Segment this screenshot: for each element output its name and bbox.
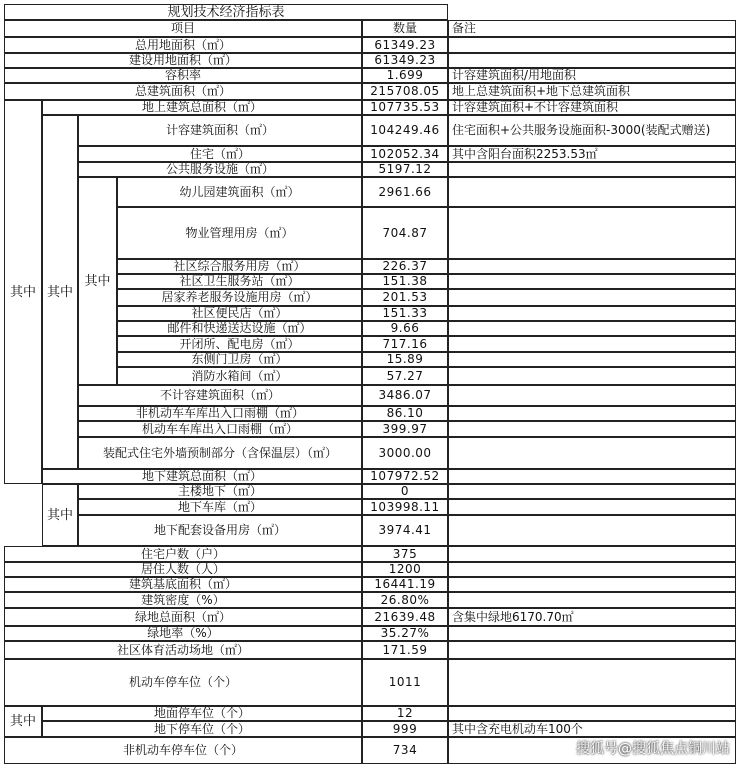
row-qty: 215708.05	[362, 83, 448, 100]
row-qty: 375	[362, 546, 448, 562]
row-item: 建筑基底面积（㎡）	[4, 577, 362, 592]
row-item: 社区体育活动场地（㎡）	[4, 641, 362, 659]
row-qty: 717.16	[362, 336, 448, 352]
row-item: 居家养老服务设施用房（㎡）	[117, 289, 362, 306]
row-qty: 3000.00	[362, 437, 448, 469]
row-item: 机动车停车位（个）	[4, 659, 362, 706]
row-qty: 15.89	[362, 352, 448, 367]
row-qty: 16441.19	[362, 577, 448, 592]
row-qty: 5197.12	[362, 162, 448, 177]
row-note: 含集中绿地6170.70㎡	[448, 608, 736, 626]
row-qty: 151.38	[362, 274, 448, 289]
header-qty: 数量	[362, 20, 448, 37]
row-item: 地面停车位（个）	[42, 706, 362, 721]
row-item: 东侧门卫房（㎡）	[117, 352, 362, 367]
row-item: 非机动车车库出入口雨棚（㎡）	[78, 406, 362, 421]
row-item: 公共服务设施（㎡）	[78, 162, 362, 177]
row-note	[448, 469, 736, 484]
row-note	[448, 385, 736, 406]
row-note	[448, 641, 736, 659]
row-note	[448, 259, 736, 274]
row-note	[448, 274, 736, 289]
row-item: 计容建筑面积（㎡）	[78, 115, 362, 146]
row-note	[448, 321, 736, 336]
row-qty: 61349.23	[362, 53, 448, 68]
row-qty: 1.699	[362, 68, 448, 83]
row-note	[448, 706, 736, 721]
row-item: 幼儿园建筑面积（㎡）	[117, 177, 362, 207]
row-qty: 61349.23	[362, 37, 448, 53]
row-note	[448, 289, 736, 306]
row-qty: 734	[362, 737, 448, 764]
group-label-underground: 其中	[42, 484, 78, 546]
row-item: 邮件和快递送达设施（㎡）	[117, 321, 362, 336]
row-qty: 57.27	[362, 367, 448, 385]
row-qty: 704.87	[362, 207, 448, 259]
row-item: 社区便民店（㎡）	[117, 306, 362, 321]
row-note	[448, 577, 736, 592]
row-qty: 35.27%	[362, 626, 448, 641]
row-note	[448, 177, 736, 207]
row-item: 总用地面积（㎡）	[4, 37, 362, 53]
row-note: 其中含阳台面积2253.53㎡	[448, 146, 736, 162]
row-item: 机动车车库出入口雨棚（㎡）	[78, 421, 362, 437]
row-note	[448, 406, 736, 421]
row-item: 地下建筑总面积（㎡）	[42, 469, 362, 484]
row-qty: 21639.48	[362, 608, 448, 626]
row-note	[448, 37, 736, 53]
row-note	[448, 162, 736, 177]
row-qty: 107735.53	[362, 100, 448, 115]
group-label-above-ground: 其中	[4, 100, 42, 484]
row-qty: 1200	[362, 562, 448, 577]
group-label-parking: 其中	[4, 706, 42, 737]
row-item: 社区综合服务用房（㎡）	[117, 259, 362, 274]
row-note	[448, 499, 736, 515]
row-note	[448, 53, 736, 68]
row-item: 不计容建筑面积（㎡）	[78, 385, 362, 406]
row-qty: 999	[362, 721, 448, 737]
row-item: 地下停车位（个）	[42, 721, 362, 737]
row-note	[448, 515, 736, 546]
row-note: 计容建筑面积+不计容建筑面积	[448, 100, 736, 115]
row-qty: 2961.66	[362, 177, 448, 207]
row-item: 地上建筑总面积（㎡）	[42, 100, 362, 115]
row-note: 其中含充电机动车100个	[448, 721, 736, 737]
row-item: 总建筑面积（㎡）	[4, 83, 362, 100]
row-item: 容积率	[4, 68, 362, 83]
row-note	[448, 546, 736, 562]
row-note: 住宅面积+公共服务设施面积-3000(装配式赠送)	[448, 115, 736, 146]
row-note	[448, 306, 736, 321]
row-qty: 86.10	[362, 406, 448, 421]
row-qty: 0	[362, 484, 448, 499]
group-label-counted-area: 其中	[42, 115, 78, 469]
row-item: 住宅户数（户）	[4, 546, 362, 562]
row-note: 计容建筑面积/用地面积	[448, 68, 736, 83]
row-qty: 226.37	[362, 259, 448, 274]
row-note	[448, 336, 736, 352]
watermark-text: 搜狐号@搜狐焦点铜川站	[576, 741, 730, 757]
row-item: 物业管理用房（㎡）	[117, 207, 362, 259]
row-item: 建设用地面积（㎡）	[4, 53, 362, 68]
row-item: 非机动车停车位（个）	[4, 737, 362, 764]
row-qty: 171.59	[362, 641, 448, 659]
row-qty: 1011	[362, 659, 448, 706]
row-note	[448, 207, 736, 259]
row-qty: 107972.52	[362, 469, 448, 484]
row-item: 消防水箱间（㎡）	[117, 367, 362, 385]
row-item: 装配式住宅外墙预制部分（含保温层）（㎡）	[78, 437, 362, 469]
row-qty: 9.66	[362, 321, 448, 336]
group-label-public-facilities: 其中	[78, 177, 117, 385]
row-qty: 3486.07	[362, 385, 448, 406]
row-item: 住宅（㎡）	[78, 146, 362, 162]
row-note	[448, 421, 736, 437]
row-note: 地上总建筑面积+地下总建筑面积	[448, 83, 736, 100]
row-qty: 201.53	[362, 289, 448, 306]
row-item: 绿地总面积（㎡）	[4, 608, 362, 626]
row-note	[448, 562, 736, 577]
row-item: 地下配套设备用房（㎡）	[78, 515, 362, 546]
row-item: 主楼地下（㎡）	[78, 484, 362, 499]
row-qty: 26.80%	[362, 592, 448, 608]
row-qty: 102052.34	[362, 146, 448, 162]
row-note	[448, 367, 736, 385]
row-note	[448, 437, 736, 469]
row-note	[448, 352, 736, 367]
row-item: 建筑密度（%）	[4, 592, 362, 608]
row-qty: 12	[362, 706, 448, 721]
row-item: 绿地率（%）	[4, 626, 362, 641]
row-item: 地下车库（㎡）	[78, 499, 362, 515]
row-qty: 104249.46	[362, 115, 448, 146]
header-note: 备注	[448, 20, 736, 37]
row-note	[448, 626, 736, 641]
row-qty: 103998.11	[362, 499, 448, 515]
row-item: 居住人数（人）	[4, 562, 362, 577]
row-note	[448, 592, 736, 608]
table-title: 规划技术经济指标表	[4, 4, 448, 20]
row-qty: 3974.41	[362, 515, 448, 546]
row-item: 社区卫生服务站（㎡）	[117, 274, 362, 289]
row-qty: 399.97	[362, 421, 448, 437]
row-note	[448, 659, 736, 706]
row-item: 开闭所、配电房（㎡）	[117, 336, 362, 352]
header-item: 项目	[4, 20, 362, 37]
row-qty: 151.33	[362, 306, 448, 321]
row-note	[448, 484, 736, 499]
